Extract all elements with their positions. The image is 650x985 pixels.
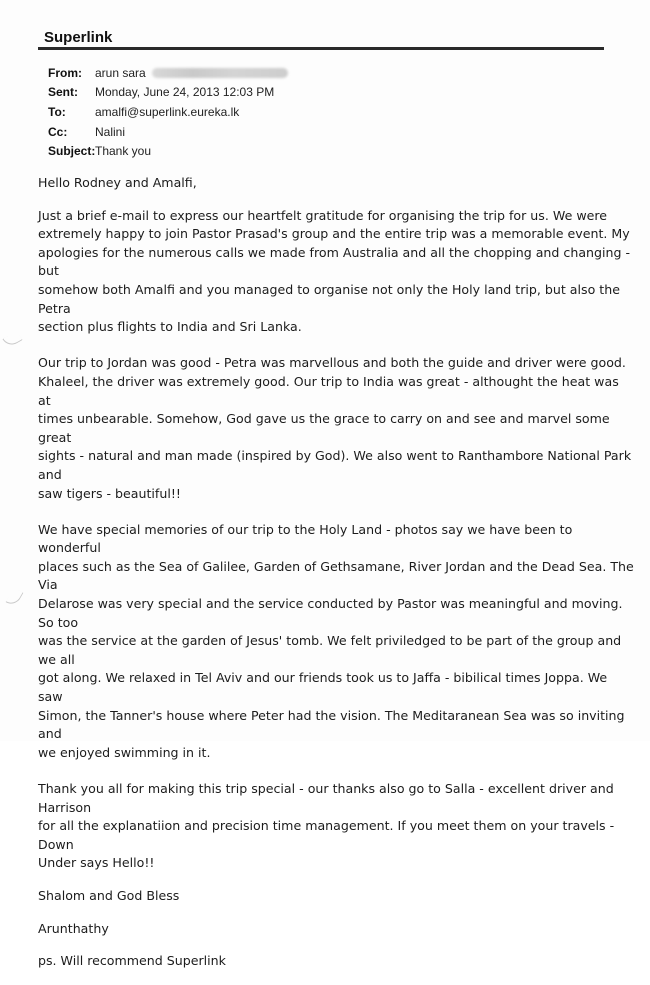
- hole-punch-mark: [2, 330, 22, 348]
- sent-value: Monday, June 24, 2013 12:03 PM: [95, 85, 275, 100]
- from-row: [48, 63, 288, 83]
- cc-row: [48, 122, 288, 142]
- from-label: From:: [48, 65, 82, 80]
- to-row: [48, 102, 288, 122]
- paragraph-holy-land: We have special memories of our trip to the Holy Land - photos say we have been to wonderful places such as the Sea of Galilee, Garden of Gethsamane, River Jordan and the Dead Sea. The Via Delarose was very special and the service conducted by Pastor was meaningful and moving. So too was the service at the garden of Jesus' tomb. We felt priviledged to be part of the group and we all got along. We relaxed in Tel Aviv and our friends took us to Jaffa - bibilical times Joppa. We saw Simon, the Tanner's house where Peter had the vision. The Meditaranean Sea was so inviting and we enjoyed swimming in it.: [38, 521, 634, 760]
- subject-row: [48, 141, 288, 161]
- from-name: arun sara: [95, 65, 146, 80]
- to-label: To:: [48, 104, 66, 119]
- sent-label: Sent:: [48, 85, 78, 100]
- paragraph-jordan-india: Our trip to Jordan was good - Petra was marvellous and both the guide and driver were good. Khaleel, the driver was extremely good. Our trip to India was great - althought the heat was at times unbearable. Somehow, God gave us the grace to carry on and see and marvel some great sights - natural and man made (inspired by God). We also went to Ranthambore National Park and saw tigers - beautiful!!: [38, 355, 632, 501]
- sent-row: [48, 83, 288, 103]
- subject-label: Subject:: [48, 144, 96, 159]
- header-rule: [38, 47, 604, 50]
- brand-title: Superlink: [44, 29, 113, 46]
- postscript: ps. Will recommend Superlink: [38, 953, 226, 969]
- subject-value: Thank you: [95, 144, 152, 159]
- cc-value: Nalini: [95, 124, 126, 139]
- redacted-email: [152, 68, 288, 78]
- email-header: [48, 63, 288, 161]
- paragraph-gratitude: Just a brief e-mail to express our heartfelt gratitude for organising the trip for us. We were extremely happy to join Pastor Prasad's group and the entire trip was a memorable event. My apologies for the numerous calls we made from Australia and all the chopping and changing - but somehow both Amalfi and you managed to organise not only the Holy land trip, but also the Petra section plus flights to India and Sri Lanka.: [38, 207, 631, 335]
- to-value: amalfi@superlink.eureka.lk: [95, 104, 240, 119]
- paragraph-thanks: Thank you all for making this trip special - our thanks also go to Salla - excellent driver and Harrison for all the explanatiion and precision time management. If you meet them on your travels - Down Under says Hello!!: [38, 781, 615, 871]
- greeting: Hello Rodney and Amalfi,: [38, 175, 197, 190]
- email-body: [38, 174, 634, 985]
- from-value: [95, 66, 288, 80]
- signature: Arunthathy: [38, 920, 109, 936]
- cc-label: Cc:: [48, 124, 68, 139]
- closing: Shalom and God Bless: [38, 887, 180, 903]
- hole-punch-mark: [5, 587, 23, 607]
